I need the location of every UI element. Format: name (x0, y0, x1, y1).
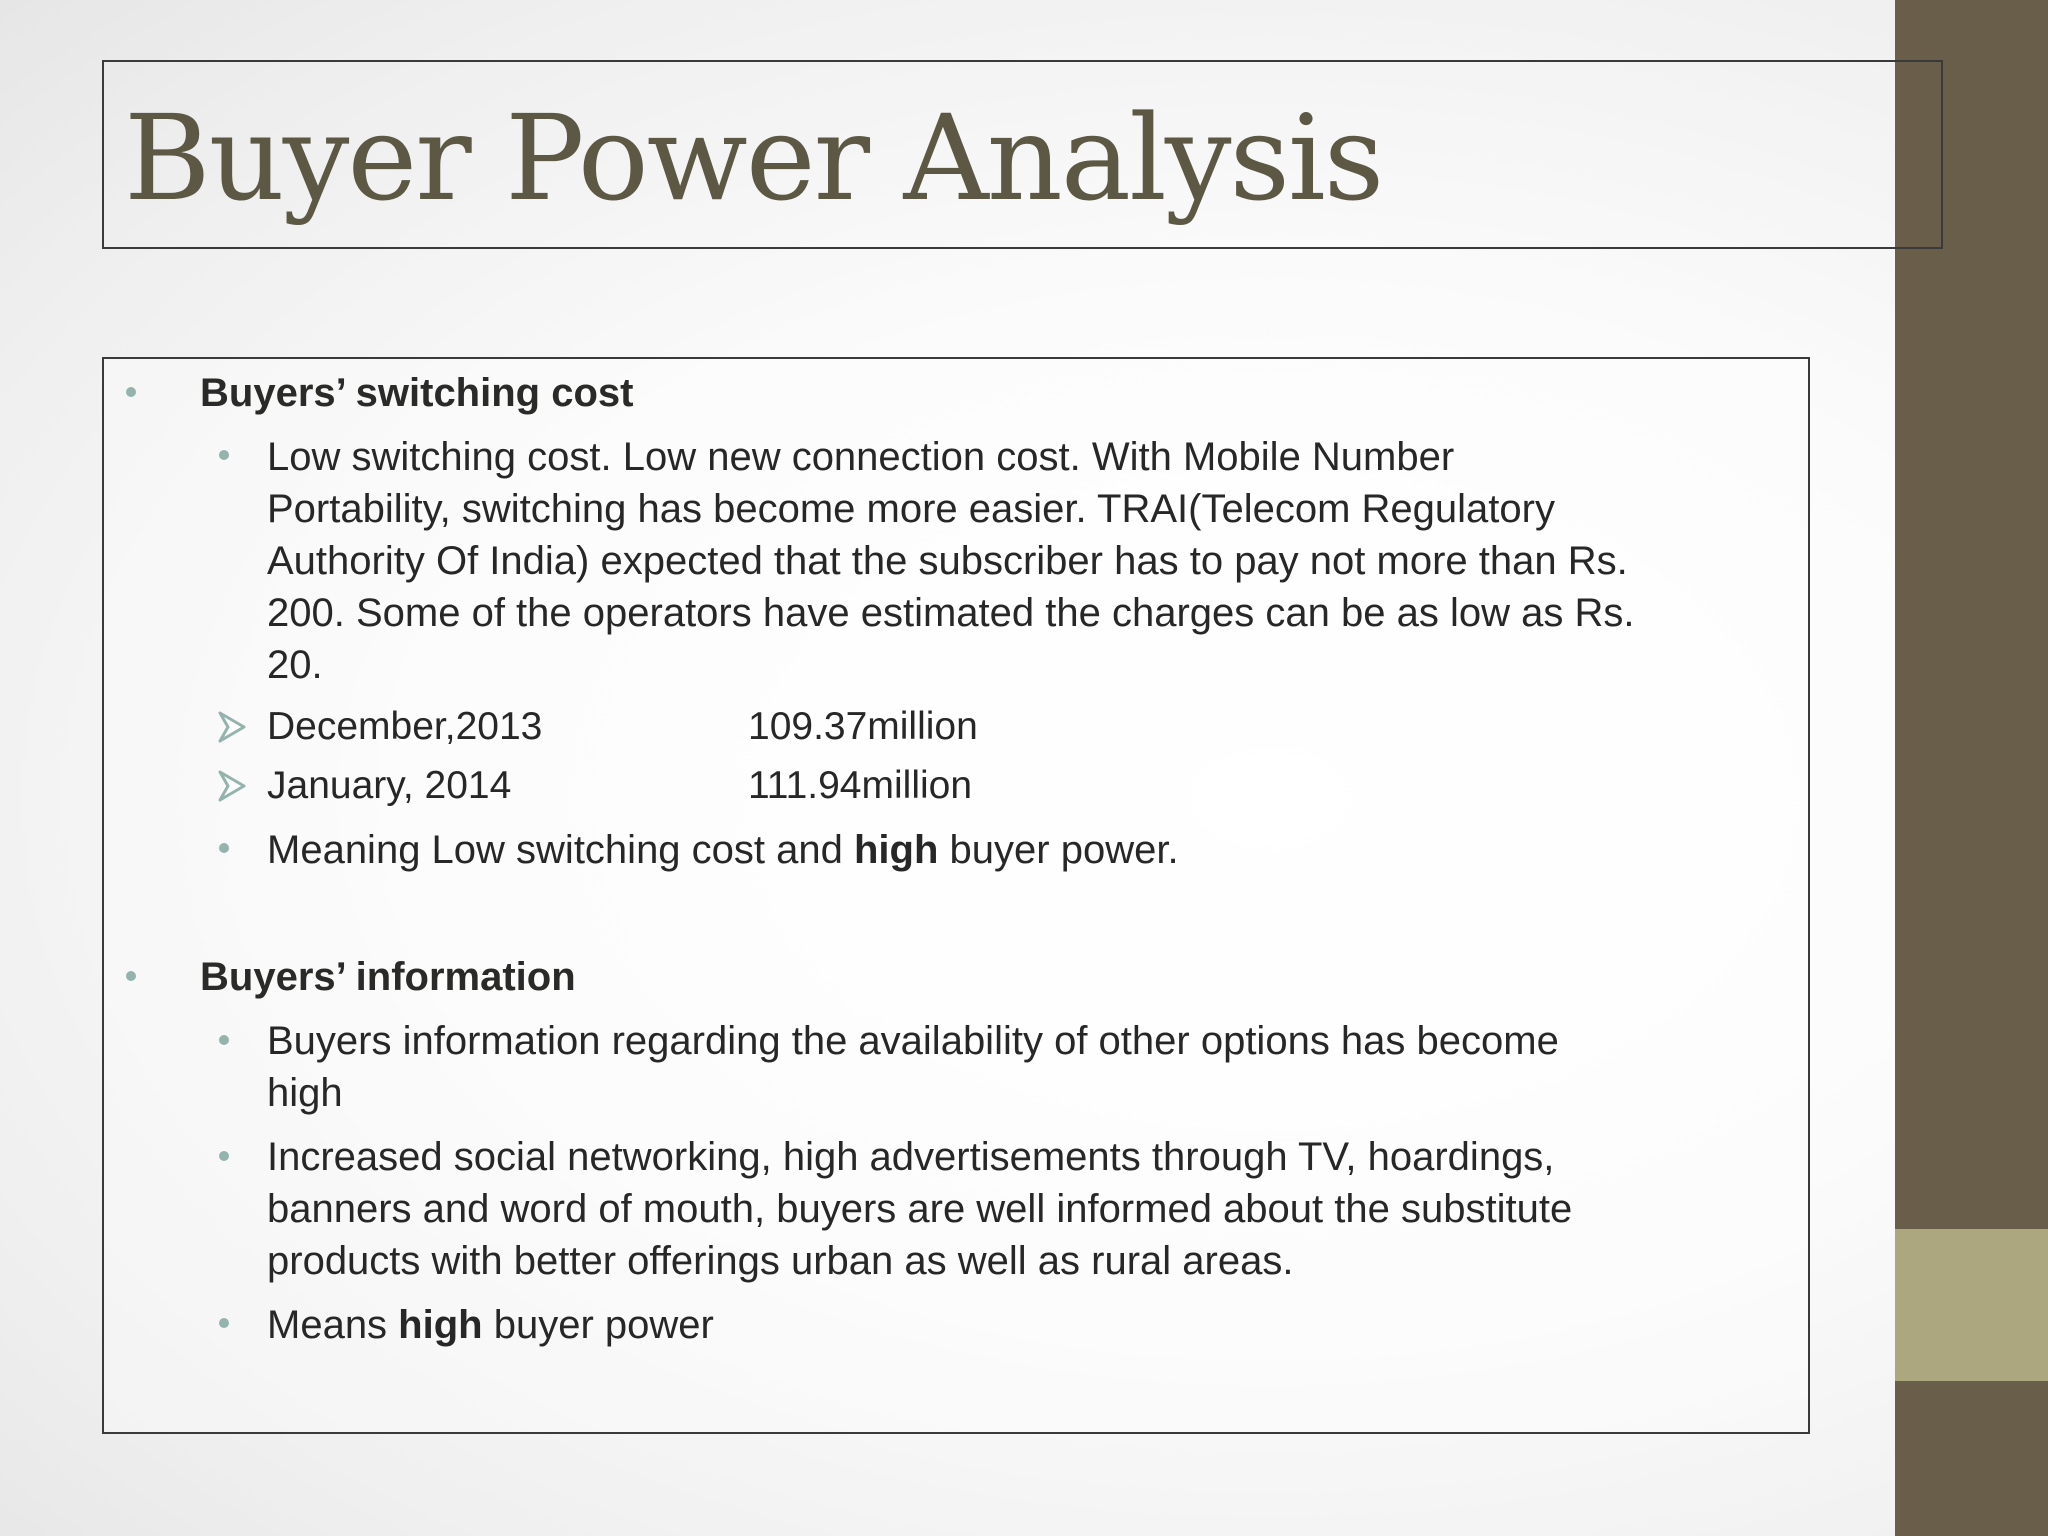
conclusion-switching-cost (267, 824, 1179, 876)
conclusion-text: buyer power (482, 1303, 714, 1347)
conclusion-text: Meaning Low switching cost and (267, 828, 854, 872)
stat-date: January, 2014 (267, 764, 512, 807)
section-heading-switching-cost: Buyers’ switching cost (200, 371, 634, 415)
paragraph-line: 20. (267, 643, 323, 687)
decorative-side-accent (1895, 1229, 2048, 1381)
paragraph-line: Increased social networking, high advertisements through TV, hoardings, (267, 1135, 1555, 1179)
bullet-dot (219, 450, 229, 460)
bullet-dot (219, 1035, 229, 1045)
paragraph-line: Low switching cost. Low new connection cost. With Mobile Number (267, 435, 1455, 479)
conclusion-information (267, 1299, 714, 1351)
bullet-dot (219, 1151, 229, 1161)
conclusion-text: buyer power. (938, 828, 1179, 872)
paragraph-line: products with better offerings urban as well as rural areas. (267, 1239, 1294, 1283)
conclusion-text: Means (267, 1303, 399, 1347)
stat-date: December,2013 (267, 705, 543, 748)
conclusion-emphasis: high (854, 828, 939, 872)
paragraph-line: banners and word of mouth, buyers are well informed about the substitute (267, 1187, 1573, 1231)
stat-value: 109.37million (748, 705, 978, 748)
stat-value: 111.94million (748, 764, 973, 807)
conclusion-emphasis: high (398, 1303, 483, 1347)
section-heading-information: Buyers’ information (200, 955, 576, 999)
arrow-bullet-icon (218, 711, 246, 743)
arrow-bullet-icon (218, 770, 246, 802)
paragraph-line: Portability, switching has become more easier. TRAI(Telecom Regulatory (267, 487, 1555, 531)
paragraph-line: 200. Some of the operators have estimated the charges can be as low as Rs. (267, 591, 1635, 635)
paragraph-line: Buyers information regarding the availability of other options has become (267, 1019, 1559, 1063)
paragraph-line: Authority Of India) expected that the subscriber has to pay not more than Rs. (267, 539, 1628, 583)
paragraph-line: high (267, 1071, 343, 1115)
bullet-dot (126, 971, 136, 981)
bullet-dot (219, 843, 229, 853)
slide-title: Buyer Power Analysis (124, 89, 1383, 227)
bullet-dot (219, 1318, 229, 1328)
bullet-dot (126, 387, 136, 397)
